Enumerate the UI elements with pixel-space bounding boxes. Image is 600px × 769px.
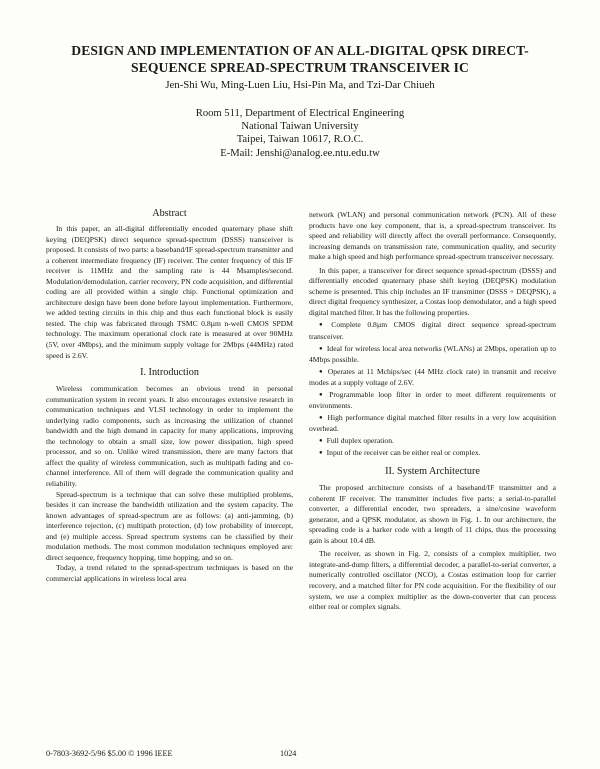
copyright-notice: 0-7803-3692-5/96 $5.00 © 1996 IEEE (46, 749, 173, 758)
abstract-heading: Abstract (152, 208, 187, 219)
abstract-text: In this paper, an all-digital differentially encoded quaternary phase shift keying (DEQPSK) direct sequence spread-spectrum (DSSS) transceiver is proposed. It consists of two parts: a baseband/IF spread-spectrum transmitter and a coherent intermediate frequency (IF) receiver. The center frequency of this IF receiver is 11MHz and the sampling rate is 44 Msamples/second. Modulation/demodulation, carrier recovery, PN code acquisition, and differential coding are all provided within a single chip. Functional optimization and architecture design have been done before layout implementation. Furthermore, we added testing circuits in this chip and thus each functional block is easily tested. The chip was fabricated through TSMC 0.8µm n-well CMOS SPDM technology. The maximum operational clock rate is measured at over 90MHz (5V, over 4Mbps), and the minimum supply voltage for 2Mbps (44MHz) rated speed is 2.6V. (46, 224, 293, 360)
affiliation-line: National Taiwan University (241, 121, 359, 133)
left-column (46, 208, 293, 585)
body-paragraph: The proposed architecture consists of a baseband/IF transmitter and a coherent IF receiver. The transmitter includes five parts: a serial-to-parallel converter, a differential encoder, two spreaders, a sine/cosine waveform generator, and a QPSK modulator, as shown in Fig. 1. In our architecture, the spreading code is a barker code with a length of 11 chips, thus the processing gain is about 10.4 dB. (309, 483, 556, 545)
affiliation-line: Room 511, Department of Electrical Engineering (195, 108, 405, 119)
section-heading-introduction: I. Introduction (140, 367, 199, 379)
list-item: ● Complete 0.8µm CMOS digital direct sequence spread-spectrum transceiver. (309, 320, 556, 342)
email-line: E-Mail: Jenshi@analog.ee.ntu.edu.tw (220, 147, 380, 159)
intro-paragraph: Spread-spectrum is a technique that can solve these multiplied problems, besides it can increase the bandwidth utilization and the system capacity. The known advantages of spread-spectrum are as follows: (a) anti-jamming, (b) interference rejection, (c) multipath protection, (d) low probability of intercept, and (e) multiple access. Spread spectrum systems can be classified by their modulation methods. The most common modulation techniques employed are: direct sequence, frequency hopping, time hopping, and so on. (46, 489, 293, 562)
body-paragraph: In this paper, a transceiver for direct sequence spread-spectrum (DSSS) and differentially encoded quaternary phase shift keying (DEQPSK) modulation scheme is presented. This chip includes an IF transmitter (DSSS + DEQPSK), a direct digital frequency synthesizer, a Costas loop demodulator, and a high speed digital matched filter. It has the following properties. (309, 265, 556, 317)
intro-paragraph: Wireless communication becomes an obvious trend in personal communication system in recent years. It also encourages extensive research in communication techniques and VLSI technology in order to implement the underlying radio components, such as increasing the utilization of channel bandwidth and the high demand in capacity for many applications, improving the technology to obtain a small size, low power dissipation, high speed processor, and so on. Unlike wired transmission, there are many factors that affect the quality of wireless communication, such as multipath fading and co-channel interference. All of them will degrade the communication quality and reliability. (46, 384, 293, 489)
body-paragraph: The receiver, as shown in Fig. 2, consists of a complex multiplier, two integrate-and-dump filters, a differential decoder, a parallel-to-serial converter, a numerically controlled oscillator (NCO), a Costas estimation loop for carrier recovery, and a matched filter for PN code acquisition. For the flexibility of our system, we use a complex multiplier as the down-converter that can process either real or complex signals. (309, 549, 556, 612)
list-item: ● Input of the receiver can be either real or complex. (309, 448, 556, 460)
intro-paragraph: Today, a trend related to the spread-spectrum techniques is based on the commercial applications in wireless local area (46, 563, 293, 583)
list-item: ● Full duplex operation. (309, 436, 556, 448)
right-column (309, 210, 556, 613)
list-item: ● High performance digital matched filter results in a very low acquisition overhead. (309, 413, 556, 435)
paper-title: DESIGN AND IMPLEMENTATION OF AN ALL-DIGITAL QPSK DIRECT-SEQUENCE SPREAD-SPECTRUM TRANSCEIVER IC (71, 43, 529, 75)
list-item: ● Operates at 11 Mchips/sec (44 MHz clock rate) in transmit and receive modes at a supply voltage of 2.6V. (309, 367, 556, 389)
affiliation-line: Taipei, Taiwan 10617, R.O.C. (236, 134, 364, 146)
section-heading-system-architecture: II. System Architecture (385, 466, 480, 478)
author-list: Jen-Shi Wu, Ming-Luen Liu, Hsi-Pin Ma, and Tzi-Dar Chiueh (165, 79, 435, 91)
page-number: 1024 (280, 749, 297, 758)
list-item: ● Ideal for wireless local area networks (WLANs) at 2Mbps, operation up to 4Mbps possible. (309, 344, 556, 366)
list-item: ● Programmable loop filter in order to meet different requirements or environments. (309, 390, 556, 412)
feature-list (309, 320, 556, 460)
affiliation (40, 107, 560, 160)
continued-paragraph: network (WLAN) and personal communication network (PCN). All of these products have one key component, that is, a spread-spectrum transceiver. Its speed and reliability will directly affect the overall performance. Consequently, increasing demands on transmission rate, communication quality, and security make a high speed and high performance spread-spectrum transceiver necessary. (309, 210, 556, 262)
